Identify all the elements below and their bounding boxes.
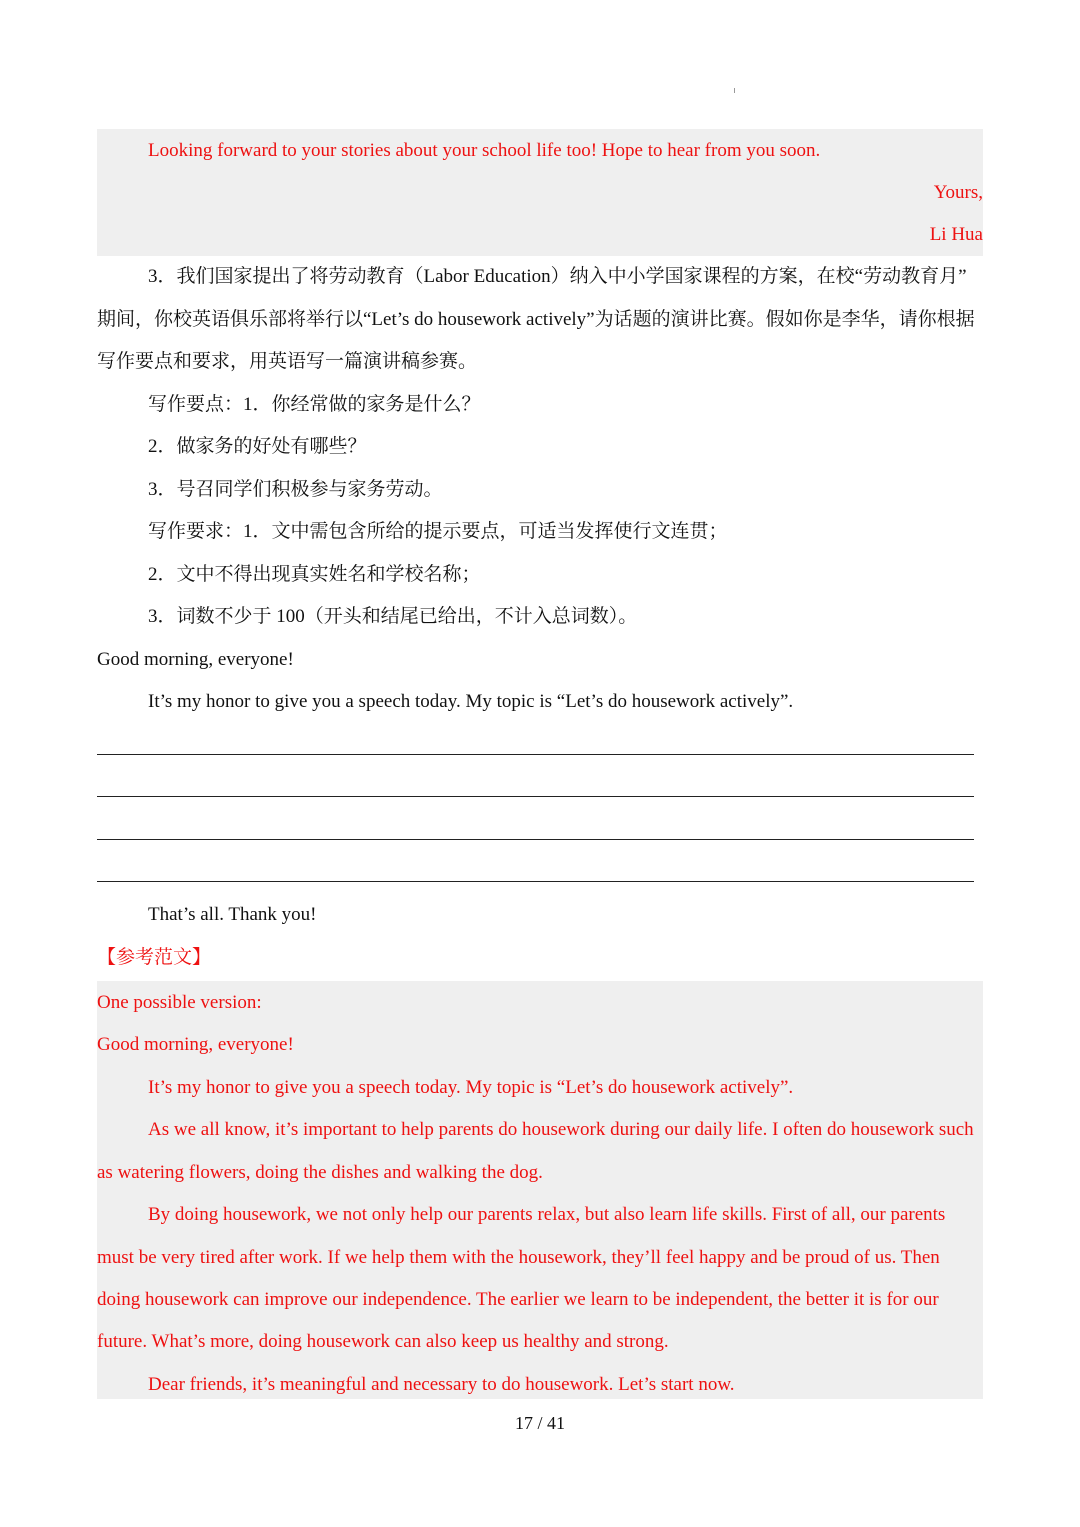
reference-line-8: Dear friends, it’s meaningful and necessary to do housework. Let’s start now. <box>148 1374 735 1395</box>
task3-intro-line-3: 写作要点和要求，用英语写一篇演讲稿参赛。 <box>97 351 478 372</box>
task3-intro-line-2: 期间，你校英语俱乐部将举行以“Let’s do housework actively”为话题的演讲比赛。假如你是李华，请你根据 <box>97 309 975 330</box>
answer-line-4 <box>97 881 974 882</box>
task3-requirement-3: 3．词数不少于 100（开头和结尾已给出，不计入总词数）。 <box>148 606 638 627</box>
task3-requirement-2: 2．文中不得出现真实姓名和学校名称； <box>148 564 481 585</box>
reference-heading: 【参考范文】 <box>97 947 212 968</box>
reference-line-6: doing housework can improve our independence. The earlier we learn to be independent, the better it is for our <box>97 1289 939 1310</box>
letter-signature: Li Hua <box>929 224 983 245</box>
reference-line-3: as watering flowers, doing the dishes and walking the dog. <box>97 1162 543 1183</box>
task3-opening: It’s my honor to give you a speech today. My topic is “Let’s do housework actively”. <box>148 691 794 712</box>
task3-greeting: Good morning, everyone! <box>97 649 294 670</box>
task3-point-2: 2．做家务的好处有哪些？ <box>148 436 367 457</box>
reference-greeting: Good morning, everyone! <box>97 1034 294 1055</box>
task3-intro-line-1: 3．我们国家提出了将劳动教育（Labor Education）纳入中小学国家课程的方案，在校“劳动教育月” <box>148 266 967 287</box>
letter-signoff: Yours, <box>933 182 983 203</box>
answer-line-2 <box>97 796 974 797</box>
reference-line-7: future. What’s more, doing housework can also keep us healthy and strong. <box>97 1331 669 1352</box>
reference-line-1: It’s my honor to give you a speech today. My topic is “Let’s do housework actively”. <box>148 1077 794 1098</box>
page-number: 17 / 41 <box>514 1413 565 1433</box>
task3-requirement-1: 写作要求：1．文中需包含所给的提示要点，可适当发挥使行文连贯； <box>148 521 728 542</box>
answer-line-1 <box>97 754 974 755</box>
reference-line-5: must be very tired after work. If we help them with the housework, they’ll feel happy and be proud of us. Then <box>97 1247 940 1268</box>
reference-line-4: By doing housework, we not only help our parents relax, but also learn life skills. First of all, our parents <box>148 1204 946 1225</box>
reference-label: One possible version: <box>97 992 262 1013</box>
task3-point-1: 写作要点：1．你经常做的家务是什么？ <box>148 394 481 415</box>
task3-point-3: 3．号召同学们积极参与家务劳动。 <box>148 479 443 500</box>
header-mark <box>734 88 735 93</box>
answer-line-3 <box>97 839 974 840</box>
task3-ending: That’s all. Thank you! <box>148 904 317 925</box>
reference-line-2: As we all know, it’s important to help parents do housework during our daily life. I often do housework such <box>148 1119 974 1140</box>
letter-closing-line: Looking forward to your stories about your school life too! Hope to hear from you soon. <box>148 140 821 161</box>
